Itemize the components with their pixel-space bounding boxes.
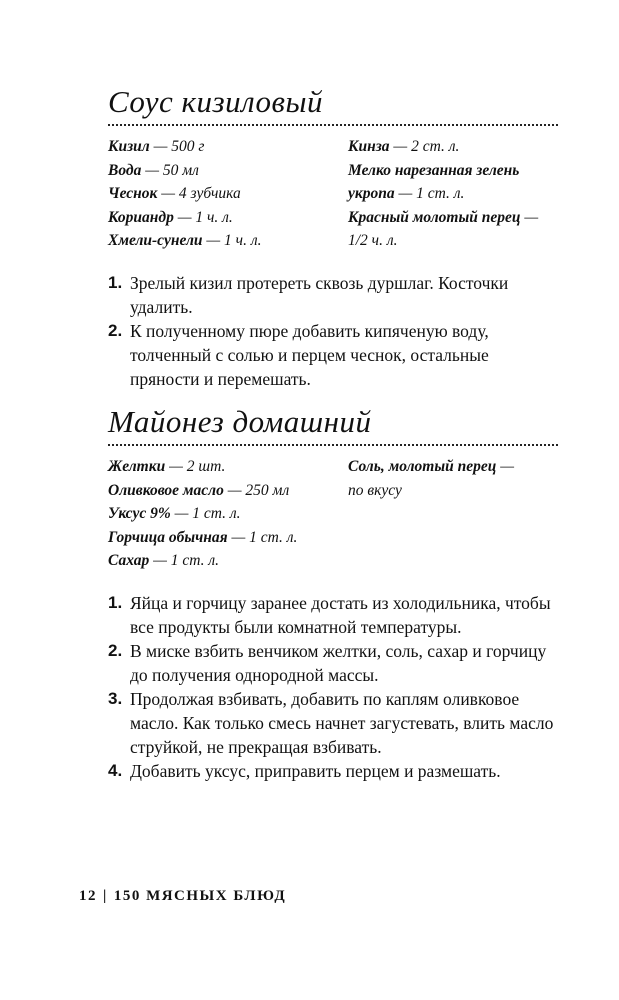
step	[108, 759, 558, 783]
step-text: Продолжая взбивать, добавить по каплям оливковое масло. Как только смесь начнет загустевать, влить масло струйкой, не прекращая взбивать.	[130, 688, 554, 757]
ingredient: укропа — 1 ст. л.	[348, 185, 465, 202]
footer-separator: |	[103, 888, 108, 904]
page-footer	[79, 888, 286, 905]
ingredient: по вкусу	[348, 481, 402, 499]
step-number: 1.	[108, 592, 123, 612]
step	[108, 591, 558, 639]
ingredients-right	[348, 455, 558, 573]
ingredients-left	[108, 455, 348, 573]
ingredient: Красный молотый перец —	[348, 208, 539, 226]
recipe-title: Майонез домашний	[108, 404, 372, 439]
recipe-homemade-mayonnaise	[108, 402, 558, 783]
ingredient: Чеснок — 4 зубчика	[108, 185, 241, 202]
step-text: Яйца и горчицу заранее достать из холодильника, чтобы все продукты были комнатной температуры.	[130, 592, 551, 637]
page-number: 12	[79, 888, 97, 904]
recipe-title: Соус кизиловый	[108, 84, 323, 119]
ingredients	[108, 135, 558, 253]
step-text: К полученному пюре добавить кипяченую воду, толченный с солью и перцем чеснок, остальные пряности и перемешать.	[130, 320, 489, 389]
ingredient: Оливковое масло — 250 мл	[108, 481, 290, 499]
recipe-kizil-sauce	[108, 82, 558, 391]
ingredients	[108, 455, 558, 573]
ingredient: Вода — 50 мл	[108, 161, 199, 179]
step	[108, 687, 558, 759]
ingredient: Кинза — 2 ст. л.	[348, 138, 460, 155]
step-number: 3.	[108, 688, 123, 708]
steps	[108, 591, 558, 783]
ingredient: Мелко нарезанная зелень	[348, 161, 520, 179]
ingredient: Соль, молотый перец —	[348, 458, 515, 475]
step-number: 2.	[108, 320, 123, 340]
ingredient: 1/2 ч. л.	[348, 232, 398, 249]
book-title: 150 МЯСНЫХ БЛЮД	[113, 888, 287, 904]
ingredient: Горчица обычная — 1 ст. л.	[108, 528, 298, 546]
step-number: 1.	[108, 272, 123, 292]
step-text: Добавить уксус, приправить перцем и размешать.	[130, 760, 501, 781]
ingredient: Сахар — 1 ст. л.	[108, 552, 220, 569]
ingredient: Хмели-сунели — 1 ч. л.	[108, 232, 262, 249]
dotted-divider	[108, 124, 558, 126]
step-number: 2.	[108, 640, 123, 660]
step	[108, 639, 558, 687]
ingredients-right	[348, 135, 558, 253]
step	[108, 319, 558, 391]
dotted-divider	[108, 444, 558, 446]
step-text: Зрелый кизил протереть сквозь дуршлаг. Косточки удалить.	[130, 272, 509, 317]
step-number: 4.	[108, 760, 123, 780]
ingredient: Уксус 9% — 1 ст. л.	[108, 505, 241, 522]
steps	[108, 271, 558, 391]
step-text: В миске взбить венчиком желтки, соль, сахар и горчицу до получения однородной массы.	[130, 640, 547, 685]
ingredients-left	[108, 135, 348, 253]
step	[108, 271, 558, 319]
ingredient: Кориандр — 1 ч. л.	[108, 208, 233, 226]
ingredient: Кизил — 500 г	[108, 138, 205, 155]
ingredient: Желтки — 2 шт.	[108, 458, 226, 475]
